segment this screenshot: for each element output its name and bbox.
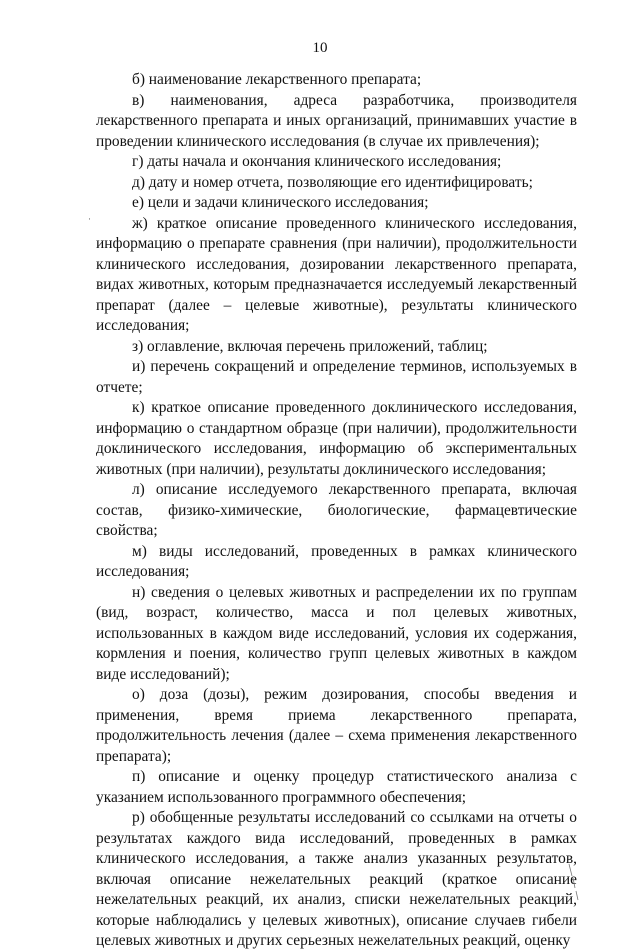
list-item-m: м) виды исследований, проведенных в рамках клинического исследования; bbox=[96, 542, 577, 580]
list-item-k: к) краткое описание проведенного доклинического исследования, информацию о стандартном образце (при наличии), продолжительности доклинического исследования, информацию об экспериментальных животных (при наличии), результаты доклинического исследования; bbox=[96, 399, 577, 478]
list-item-v: в) наименования, адреса разработчика, производителя лекарственного препарата и иных организаций, принимавших участие в проведении клинического исследования (в случае их привлечения); bbox=[96, 91, 577, 150]
list-item-p: п) описание и оценку процедур статистического анализа с указанием использованного программного обеспечения; bbox=[96, 768, 577, 806]
list-item-n: н) сведения о целевых животных и распределении их по группам (вид, возраст, количество, масса и пол целевых животных, использованных в каждом виде исследований, условия их содержания, кормления и поения, количество групп целевых животных в каждом виде исследований); bbox=[96, 583, 577, 683]
list-item-g: г) даты начала и окончания клинического исследования; bbox=[132, 153, 502, 170]
list-item-r: р) обобщенные результаты исследований со ссылками на отчеты о результатах каждого вида исследований, проведенных в рамках клинического исследования, а также анализ указанных результатов, включая описание нежелательных реакций (краткое описание нежелательных реакций, их анализ, списки нежелательных реакций, которые наблюдались у целевых животных), описание случаев гибели целевых животных и других серьезных нежелательных реакций, оценку bbox=[96, 809, 577, 949]
document-body bbox=[96, 70, 577, 952]
scan-speck: · bbox=[88, 214, 91, 224]
list-item-d: д) дату и номер отчета, позволяющие его идентифицировать; bbox=[132, 173, 533, 191]
list-item-z: з) оглавление, включая перечень приложений, таблиц; bbox=[132, 337, 488, 355]
list-item-i: и) перечень сокращений и определение терминов, используемых в отчете; bbox=[96, 358, 577, 396]
list-item-b: б) наименование лекарственного препарата; bbox=[132, 71, 422, 88]
list-item-e: е) цели и задачи клинического исследования; bbox=[132, 194, 429, 211]
scan-artifact bbox=[566, 862, 580, 902]
list-item-l: л) описание исследуемого лекарственного препарата, включая состав, физико-химические, биологические, фармацевтические свойства; bbox=[96, 481, 577, 539]
list-item-o: о) доза (дозы), режим дозирования, способы введения и применения, время приема лекарственного препарата, продолжительность лечения (далее – схема применения лекарственного препарата); bbox=[96, 686, 577, 765]
page-number: 10 bbox=[312, 40, 328, 56]
list-item-zh: ж) краткое описание проведенного клинического исследования, информацию о препарате сравнения (при наличии), продолжительности клинического исследования, дозировании лекарственного препарата, видах животных, которым предназначается исследуемый лекарственный препарат (далее – целевые животные), результаты клинического исследования; bbox=[96, 214, 577, 334]
